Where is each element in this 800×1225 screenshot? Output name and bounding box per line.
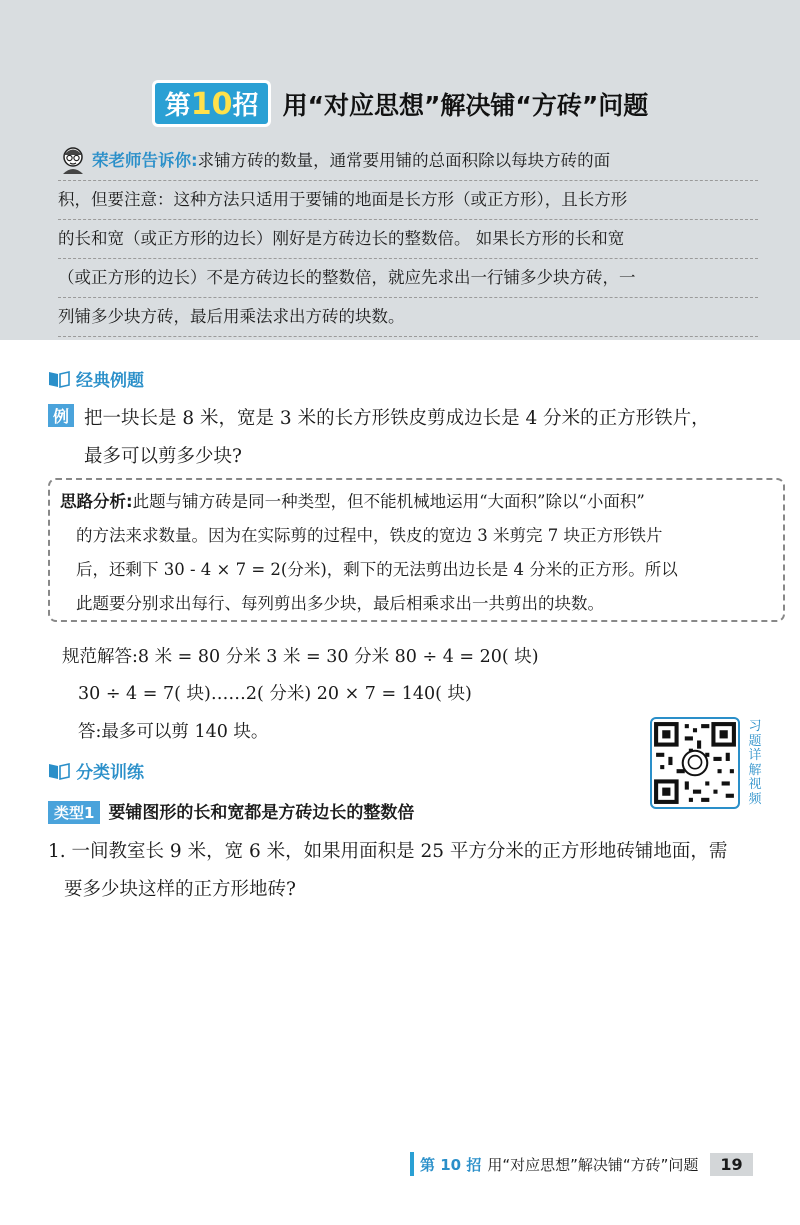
chapter-title [0, 80, 800, 127]
question-1-line-2: 要多少块这样的正方形地砖? [64, 879, 296, 900]
qr-side-label [744, 720, 766, 807]
example-line-2: 最多可以剪多少块? [84, 446, 242, 467]
qr-side-char: 题 [748, 733, 762, 749]
solution-line-1: 规范解答:8 米 = 80 分米 3 米 = 30 分米 80 ÷ 4 = 20( 块) [62, 647, 539, 667]
teacher-avatar-icon [58, 144, 88, 174]
solution-answer: 答:最多可以剪 140 块。 [78, 722, 269, 742]
footer-accent-bar [410, 1152, 414, 1176]
training-section-title: 分类训练 [76, 763, 144, 783]
teacher-tip [58, 142, 758, 337]
qr-side-char: 视 [748, 777, 762, 792]
example-section-title: 经典例题 [76, 371, 144, 391]
analysis-label: 思路分析: [60, 492, 133, 511]
qr-side-char: 解 [748, 762, 762, 778]
tip-line-4: （或正方形的边长）不是方砖边长的整数倍，就应先求出一行铺多少块方砖，一 [58, 259, 758, 298]
example-tag: 例 [48, 404, 74, 427]
training-section-heading [48, 758, 144, 783]
chapter-title-text: 用“对应思想”解决铺“方砖”问题 [282, 90, 649, 120]
analysis-text-1: 此题与铺方砖是同一种类型，但不能机械地运用“大面积”除以“小面积” [132, 492, 645, 511]
analysis-line-1 [60, 488, 645, 512]
example-line-1 [48, 404, 710, 430]
chapter-badge [152, 80, 272, 127]
type-1-tag: 类型1 [48, 801, 100, 824]
example-text-1: 把一块长是 8 米，宽是 3 米的长方形铁皮剪成边长是 4 分米的正方形铁片， [84, 408, 710, 429]
analysis-line-4: 此题要分别求出每行、每列剪出多少块，最后相乘求出一共剪出的块数。 [76, 594, 604, 613]
example-section-heading [48, 366, 144, 391]
tip-line-2: 积，但要注意：这种方法只适用于要铺的地面是长方形（或正方形），且长方形 [58, 181, 758, 220]
type-1-heading [48, 798, 414, 824]
analysis-line-3: 后，还剩下 30 - 4 × 7 = 2(分米)，剩下的无法剪出边长是 4 分米的正方形。所以 [76, 560, 678, 579]
book-icon [48, 762, 70, 780]
footer-chapter: 第 10 招 [420, 1155, 482, 1174]
tip-label: 荣老师告诉你: [92, 151, 198, 170]
solution-line-2: 30 ÷ 4 = 7( 块)……2( 分米) 20 × 7 = 140( 块) [78, 684, 472, 704]
footer-title: 用“对应思想”解决铺“方砖”问题 [487, 1155, 699, 1174]
qr-pattern-icon [652, 719, 738, 807]
tip-line-1 [58, 142, 758, 181]
qr-code[interactable] [650, 717, 740, 809]
question-1-line-1: 1. 一间教室长 9 米，宽 6 米，如果用面积是 25 平方分米的正方形地砖铺地面，需 [48, 841, 728, 862]
tip-line-1-text: 求铺方砖的数量，通常要用铺的总面积除以每块方砖的面 [197, 151, 611, 170]
qr-side-char: 频 [748, 791, 762, 807]
qr-side-char: 习 [748, 719, 762, 734]
type-1-text: 要铺图形的长和宽都是方砖边长的整数倍 [108, 803, 415, 823]
page-footer [410, 1152, 753, 1176]
tip-line-3: 的长和宽（或正方形的边长）刚好是方砖边长的整数倍。 如果长方形的长和宽 [58, 220, 758, 259]
badge-suffix: 招 [232, 91, 259, 121]
page-number: 19 [710, 1153, 752, 1176]
book-icon [48, 370, 70, 388]
qr-side-char: 详 [748, 748, 762, 763]
badge-prefix: 第 [164, 91, 191, 121]
badge-number: 10 [190, 87, 233, 122]
tip-line-5: 列铺多少块方砖，最后用乘法求出方砖的块数。 [58, 298, 758, 337]
analysis-line-2: 的方法来求数量。因为在实际剪的过程中，铁皮的宽边 3 米剪完 7 块正方形铁片 [76, 526, 663, 545]
